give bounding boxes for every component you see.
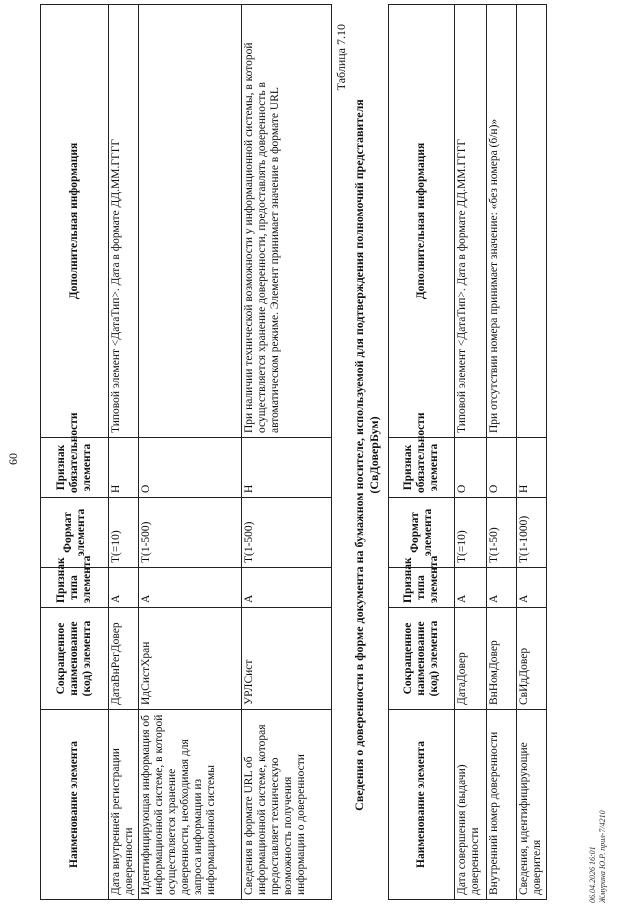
header-element-required: Признак обязательности элемента bbox=[389, 438, 455, 498]
table-row bbox=[455, 5, 487, 900]
table-row bbox=[487, 5, 517, 900]
cell-type: А bbox=[517, 568, 547, 608]
cell-code: УРЛСист bbox=[242, 608, 332, 710]
table-header-row bbox=[41, 5, 109, 900]
cell-info: При отсутствии номера принимает значение: «без номера (б/н)» bbox=[487, 5, 517, 438]
cell-code: ДатаВнРегДовер bbox=[109, 608, 139, 710]
cell-required: Н bbox=[517, 438, 547, 498]
header-element-name: Наименование элемента bbox=[41, 710, 109, 900]
cell-required: О bbox=[455, 438, 487, 498]
header-element-required: Признак обязательности элемента bbox=[41, 438, 109, 498]
table-title: Сведения о доверенности в форме документа на бумажном носителе, используемой для подтверждения полномочий представителя (СвДоверБум) bbox=[352, 99, 381, 811]
header-element-type: Признак типа элемента bbox=[389, 568, 455, 608]
cell-required: Н bbox=[109, 438, 139, 498]
cell-name: Идентифицирующая информация об информационной системе, в которой осуществляется хранение доверенности, необходимая для запроса информации из информационной системы bbox=[139, 710, 242, 900]
cell-name: Внутренний номер доверенности bbox=[487, 710, 517, 900]
cell-name: Дата совершения (выдачи) доверенности bbox=[455, 710, 487, 900]
cell-name: Сведения, идентифицирующие доверителя bbox=[517, 710, 547, 900]
header-element-code: Сокращенное наименование (код) элемента bbox=[41, 608, 109, 710]
cell-info: Типовой элемент <ДатаТип>. Дата в формате ДД.ММ.ГГГГ bbox=[455, 5, 487, 438]
cell-required: О bbox=[139, 438, 242, 498]
cell-type: А bbox=[109, 568, 139, 608]
cell-code: СвИдДовер bbox=[517, 608, 547, 710]
cell-required: О bbox=[487, 438, 517, 498]
cell-code: ДатаДовер bbox=[455, 608, 487, 710]
cell-code: ВнНомДовер bbox=[487, 608, 517, 710]
header-element-info: Дополнительная информация bbox=[41, 5, 109, 438]
table-row bbox=[242, 5, 332, 900]
cell-format: T(1-500) bbox=[139, 498, 242, 568]
cell-type: А bbox=[242, 568, 332, 608]
cell-format: T(1-500) bbox=[242, 498, 332, 568]
elements-table-continued bbox=[40, 4, 332, 900]
cell-info: При наличии технической возможности у информационной системы, в которой осуществляется хранение доверенности, предоставлять доверенность в автоматическом режиме. Элемент принимает значение в формате URL bbox=[242, 5, 332, 438]
table-number: Таблица 7.10 bbox=[334, 24, 348, 91]
table-row bbox=[109, 5, 139, 900]
table-row bbox=[517, 5, 547, 900]
header-element-name: Наименование элемента bbox=[389, 710, 455, 900]
cell-info: Типовой элемент <ДатаТип>. Дата в формате ДД.ММ.ГГГГ bbox=[109, 5, 139, 438]
cell-name: Сведения в формате URL об информационной системе, которая предоставляет техническую возможность получения информации о доверенности bbox=[242, 710, 332, 900]
cell-type: А bbox=[487, 568, 517, 608]
print-stamp-date: 06.04.2026 16:01 bbox=[588, 846, 597, 903]
table-row bbox=[139, 5, 242, 900]
cell-name: Дата внутренней регистрации доверенности bbox=[109, 710, 139, 900]
header-element-format: Формат элемента bbox=[389, 498, 455, 568]
print-stamp bbox=[588, 810, 608, 903]
header-element-type: Признак типа элемента bbox=[41, 568, 109, 608]
table-header-row bbox=[389, 5, 455, 900]
header-element-code: Сокращенное наименование (код) элемента bbox=[389, 608, 455, 710]
cell-format: T(1-50) bbox=[487, 498, 517, 568]
cell-format: T(=10) bbox=[455, 498, 487, 568]
cell-format: T(1-1000) bbox=[517, 498, 547, 568]
paper-power-of-attorney-table bbox=[388, 4, 547, 900]
cell-code: ИдСистХран bbox=[139, 608, 242, 710]
cell-info bbox=[139, 5, 242, 438]
page-number: 60 bbox=[6, 453, 20, 465]
cell-info bbox=[517, 5, 547, 438]
cell-type: А bbox=[139, 568, 242, 608]
print-stamp-user: Жмурина Ю.Р. прил-7/4210 bbox=[598, 810, 607, 903]
header-element-format: Формат элемента bbox=[41, 498, 109, 568]
cell-type: А bbox=[455, 568, 487, 608]
cell-format: T(=10) bbox=[109, 498, 139, 568]
header-element-info: Дополнительная информация bbox=[389, 5, 455, 438]
cell-required: Н bbox=[242, 438, 332, 498]
